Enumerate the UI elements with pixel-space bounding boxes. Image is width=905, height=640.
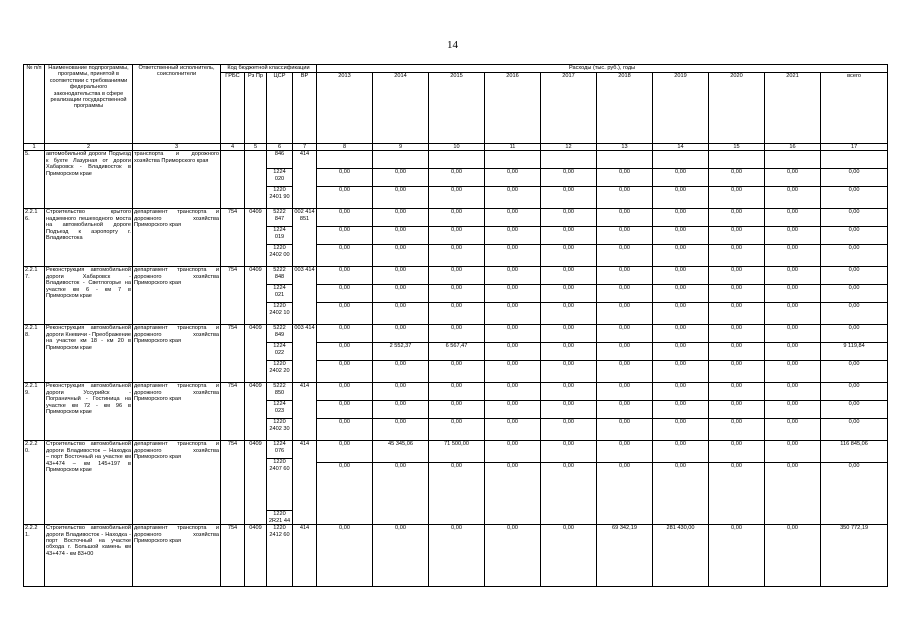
- header-grbs: ГРБС: [221, 73, 245, 144]
- row-csr: [267, 383, 293, 441]
- column-number: 8: [317, 144, 373, 151]
- row-vr: 003 414: [293, 267, 317, 325]
- amount-cell: 0,00: [597, 441, 653, 463]
- amount-cell: 0,00: [317, 303, 373, 325]
- csr-code: 5222 850: [267, 383, 292, 401]
- amount-total: 0,00: [821, 325, 888, 343]
- csr-code: 1220 2412 60: [269, 525, 290, 538]
- amount-cell: 0,00: [541, 441, 597, 463]
- row-grbs: 754: [221, 267, 245, 325]
- row-rzpr: 0409: [245, 383, 267, 441]
- amount-cell: 0,00: [541, 303, 597, 325]
- csr-code: 1224 019: [267, 227, 292, 245]
- amount-cell: 0,00: [597, 343, 653, 361]
- amount-cell: 0,00: [373, 401, 429, 419]
- amount-cell: 0,00: [429, 401, 485, 419]
- amount-cell: 0,00: [317, 401, 373, 419]
- amount-cell: 0,00: [317, 285, 373, 303]
- amount-cell: 0,00: [317, 245, 373, 267]
- column-number: 3: [133, 144, 221, 151]
- amount-cell: 0,00: [541, 462, 597, 524]
- amount-cell: 0,00: [317, 419, 373, 441]
- amount-cell: 0,00: [765, 525, 821, 587]
- header-column-numbers: [24, 144, 888, 151]
- amount-cell: 0,00: [597, 383, 653, 401]
- column-number: 1: [24, 144, 45, 151]
- amount-total: [821, 151, 888, 169]
- amount-cell: 0,00: [709, 462, 765, 524]
- amount-cell: 0,00: [653, 169, 709, 187]
- amount-cell: 0,00: [485, 227, 541, 245]
- amount-cell: 0,00: [765, 187, 821, 209]
- amount-cell: 0,00: [373, 303, 429, 325]
- amount-cell: 0,00: [653, 325, 709, 343]
- amount-cell: 0,00: [373, 169, 429, 187]
- csr-code: 1220 2407 60: [267, 459, 292, 511]
- amount-total: 0,00: [821, 401, 888, 419]
- amount-cell: 2 552,37: [373, 343, 429, 361]
- column-number: 16: [765, 144, 821, 151]
- column-number: 14: [653, 144, 709, 151]
- csr-code: 1224 020: [267, 169, 292, 187]
- amount-cell: 0,00: [597, 462, 653, 524]
- amount-cell: 0,00: [709, 361, 765, 383]
- header-year-3: 2016: [485, 73, 541, 144]
- amount-cell: 0,00: [597, 227, 653, 245]
- amount-cell: 0,00: [541, 383, 597, 401]
- amount-cell: 0,00: [709, 245, 765, 267]
- row-name: Строительство автомобильной дороги Владивосток – Находка – порт Восточный на участке км 43+474 – км 145+197 в Приморском крае: [45, 441, 133, 525]
- amount-cell: 0,00: [653, 227, 709, 245]
- amount-cell: 0,00: [653, 187, 709, 209]
- row-executor: департамент транспорта и дорожного хозяйства Приморского края: [133, 525, 221, 587]
- amount-cell: 0,00: [653, 285, 709, 303]
- amount-total: 0,00: [821, 383, 888, 401]
- amount-cell: 0,00: [765, 285, 821, 303]
- amount-cell: 0,00: [485, 462, 541, 524]
- amount-cell: 0,00: [653, 361, 709, 383]
- row-grbs: 754: [221, 525, 245, 587]
- amount-cell: 0,00: [541, 401, 597, 419]
- header-expenses: Расходы (тыс. руб.), годы: [317, 65, 888, 73]
- amount-cell: 0,00: [597, 361, 653, 383]
- row-csr: [267, 441, 293, 525]
- amount-cell: 0,00: [597, 209, 653, 227]
- amount-cell: [765, 151, 821, 169]
- csr-code: 1220 2402 20: [269, 361, 290, 374]
- amount-total: 350 772,19: [821, 525, 888, 587]
- amount-cell: 0,00: [373, 361, 429, 383]
- column-number: 6: [267, 144, 293, 151]
- amount-cell: 0,00: [765, 227, 821, 245]
- amount-cell: 0,00: [373, 525, 429, 587]
- row-grbs: 754: [221, 383, 245, 441]
- header-name: Наименование подпрограммы, программы, принятой в соответствии с требованиями федерального законодательства в сфере реализации государственной программы: [45, 65, 133, 144]
- amount-cell: 0,00: [317, 169, 373, 187]
- amount-total: 0,00: [821, 285, 888, 303]
- amount-cell: 0,00: [485, 525, 541, 587]
- amount-cell: 0,00: [485, 187, 541, 209]
- amount-cell: 0,00: [541, 267, 597, 285]
- column-number: 2: [45, 144, 133, 151]
- amount-cell: 0,00: [597, 169, 653, 187]
- amount-cell: 0,00: [541, 343, 597, 361]
- amount-cell: 0,00: [485, 267, 541, 285]
- amount-cell: 0,00: [429, 187, 485, 209]
- amount-cell: 0,00: [317, 525, 373, 587]
- amount-cell: 0,00: [653, 267, 709, 285]
- column-number: 4: [221, 144, 245, 151]
- amount-cell: 0,00: [653, 441, 709, 463]
- amount-cell: 0,00: [541, 361, 597, 383]
- amount-cell: 0,00: [709, 525, 765, 587]
- amount-cell: 0,00: [597, 325, 653, 343]
- amount-cell: 0,00: [317, 343, 373, 361]
- amount-cell: 0,00: [317, 209, 373, 227]
- column-number: 15: [709, 144, 765, 151]
- amount-cell: 0,00: [541, 325, 597, 343]
- amount-cell: [597, 151, 653, 169]
- amount-cell: 0,00: [765, 325, 821, 343]
- csr-code: 1224 076: [267, 441, 292, 459]
- amount-cell: 0,00: [373, 383, 429, 401]
- amount-cell: 0,00: [709, 325, 765, 343]
- amount-cell: 0,00: [765, 361, 821, 383]
- row-vr: 414: [293, 151, 317, 209]
- header-year-2: 2015: [429, 73, 485, 144]
- row-grbs: 754: [221, 325, 245, 383]
- row-number: 5.: [24, 151, 45, 209]
- row-name: Реконструкция автомобильной дороги Уссурийск - Пограничный - Гостиница на участке км 72 - км 96 в Приморском крае: [45, 383, 133, 441]
- amount-cell: 0,00: [317, 383, 373, 401]
- column-number: 11: [485, 144, 541, 151]
- amount-cell: 0,00: [429, 227, 485, 245]
- amount-cell: 71 500,00: [429, 441, 485, 463]
- amount-cell: 0,00: [485, 245, 541, 267]
- amount-cell: 281 430,00: [653, 525, 709, 587]
- row-rzpr: 0409: [245, 209, 267, 267]
- amount-total: 0,00: [821, 361, 888, 383]
- column-number: 5: [245, 144, 267, 151]
- row-name: Реконструкция автомобильной дороги Кневичи - Преображение на участке км 18 - км 20 в Приморском крае: [45, 325, 133, 383]
- amount-cell: 0,00: [653, 303, 709, 325]
- row-executor: департамент транспорта и дорожного хозяйства Приморского края: [133, 267, 221, 325]
- row-vr: 414: [293, 441, 317, 525]
- amount-cell: [541, 151, 597, 169]
- amount-cell: 0,00: [373, 187, 429, 209]
- row-executor: департамент транспорта и дорожного хозяйства Приморского края: [133, 383, 221, 441]
- amount-cell: 0,00: [597, 401, 653, 419]
- row-number: 2.2.2 1.: [24, 525, 45, 587]
- table-row: [24, 151, 888, 169]
- amount-cell: 0,00: [429, 209, 485, 227]
- amount-cell: 0,00: [541, 285, 597, 303]
- row-csr: [267, 209, 293, 267]
- amount-cell: 0,00: [373, 267, 429, 285]
- row-number: 2.2.1 7.: [24, 267, 45, 325]
- amount-cell: 0,00: [429, 169, 485, 187]
- amount-cell: 0,00: [541, 227, 597, 245]
- table-body: [24, 151, 888, 587]
- column-number: 12: [541, 144, 597, 151]
- row-rzpr: 0409: [245, 525, 267, 587]
- amount-cell: 0,00: [597, 285, 653, 303]
- row-name: Реконструкция автомобильной дороги Хабаровск - Владивосток - Светлогорье на участке км 6 - км 7 в Приморском крае: [45, 267, 133, 325]
- amount-cell: 0,00: [597, 245, 653, 267]
- header-year-9: всего: [821, 73, 888, 144]
- table-row: [24, 383, 888, 401]
- amount-cell: 0,00: [429, 462, 485, 524]
- row-name: автомобильной дороги Подъезд к бухте Лазурная от дороги Хабаровск - Владивосток в Приморском крае: [45, 151, 133, 209]
- csr-code: 1220 2402 10: [269, 303, 290, 316]
- amount-cell: 0,00: [765, 209, 821, 227]
- amount-cell: [373, 151, 429, 169]
- amount-cell: 69 342,19: [597, 525, 653, 587]
- amount-cell: 0,00: [429, 419, 485, 441]
- amount-cell: 0,00: [429, 303, 485, 325]
- amount-cell: 0,00: [317, 227, 373, 245]
- amount-cell: 0,00: [317, 462, 373, 524]
- header-num: № п/п: [24, 65, 45, 144]
- amount-cell: 0,00: [485, 401, 541, 419]
- amount-total: 0,00: [821, 462, 888, 524]
- amount-cell: 0,00: [709, 383, 765, 401]
- amount-cell: 0,00: [317, 325, 373, 343]
- page-number: 14: [447, 39, 458, 51]
- header-executor: Ответственный исполнитель, соисполнители: [133, 65, 221, 144]
- row-vr: 002 414 851: [293, 209, 317, 267]
- amount-cell: 0,00: [541, 187, 597, 209]
- row-number: 2.2.1 8.: [24, 325, 45, 383]
- amount-cell: 0,00: [317, 187, 373, 209]
- amount-cell: 0,00: [653, 245, 709, 267]
- amount-cell: 0,00: [765, 303, 821, 325]
- amount-cell: 0,00: [429, 245, 485, 267]
- amount-cell: 0,00: [653, 401, 709, 419]
- amount-cell: 0,00: [541, 169, 597, 187]
- column-number: 10: [429, 144, 485, 151]
- row-number: 2.2.1 6.: [24, 209, 45, 267]
- row-vr: 414: [293, 525, 317, 587]
- row-csr: [267, 525, 293, 587]
- row-rzpr: 0409: [245, 267, 267, 325]
- amount-cell: [429, 151, 485, 169]
- amount-cell: 0,00: [373, 245, 429, 267]
- amount-cell: 0,00: [541, 245, 597, 267]
- amount-cell: 0,00: [541, 525, 597, 587]
- row-csr: [267, 267, 293, 325]
- row-number: 2.2.2 0.: [24, 441, 45, 525]
- header-vr: ВР: [293, 73, 317, 144]
- amount-cell: 0,00: [373, 462, 429, 524]
- column-number: 17: [821, 144, 888, 151]
- amount-cell: 0,00: [485, 343, 541, 361]
- csr-code: 5222 849: [267, 325, 292, 343]
- amount-cell: 0,00: [765, 401, 821, 419]
- amount-total: 0,00: [821, 245, 888, 267]
- amount-total: 0,00: [821, 187, 888, 209]
- header-year-7: 2020: [709, 73, 765, 144]
- budget-table: [23, 64, 888, 587]
- amount-cell: 0,00: [485, 383, 541, 401]
- row-grbs: 754: [221, 209, 245, 267]
- header-year-1: 2014: [373, 73, 429, 144]
- table-row: [24, 267, 888, 285]
- amount-cell: 6 567,47: [429, 343, 485, 361]
- row-executor: транспорта и дорожного хозяйства Приморского края: [133, 151, 221, 209]
- csr-code: 1220 2R21 44: [268, 511, 291, 524]
- row-rzpr: 0409: [245, 441, 267, 525]
- row-csr: [267, 325, 293, 383]
- amount-cell: 0,00: [709, 285, 765, 303]
- row-name: Строительство автомобильной дороги Владивосток - Находка - порт Восточный на участке обхода г. Большой камень км 43+474 - км 83+00: [45, 525, 133, 587]
- header-year-8: 2021: [765, 73, 821, 144]
- amount-cell: 0,00: [709, 303, 765, 325]
- header-year-0: 2013: [317, 73, 373, 144]
- amount-cell: 0,00: [429, 267, 485, 285]
- header-kbk: Код бюджетной классификации: [221, 65, 317, 73]
- amount-cell: 0,00: [373, 325, 429, 343]
- amount-total: 0,00: [821, 169, 888, 187]
- amount-cell: 0,00: [485, 303, 541, 325]
- row-grbs: [221, 151, 245, 209]
- row-csr: [267, 151, 293, 209]
- header-rzpr: Рз Пр: [245, 73, 267, 144]
- amount-total: 0,00: [821, 209, 888, 227]
- column-number: 13: [597, 144, 653, 151]
- csr-code: 1224 022: [267, 343, 292, 361]
- amount-cell: [485, 151, 541, 169]
- row-vr: 003 414: [293, 325, 317, 383]
- amount-cell: 0,00: [765, 419, 821, 441]
- amount-cell: 0,00: [429, 383, 485, 401]
- amount-cell: 0,00: [485, 209, 541, 227]
- amount-cell: 0,00: [653, 343, 709, 361]
- amount-cell: 0,00: [373, 419, 429, 441]
- row-number: 2.2.1 9.: [24, 383, 45, 441]
- amount-cell: 0,00: [709, 401, 765, 419]
- csr-code: 1224 021: [267, 285, 292, 303]
- amount-cell: 0,00: [709, 343, 765, 361]
- amount-cell: [653, 151, 709, 169]
- column-number: 9: [373, 144, 429, 151]
- header-year-6: 2019: [653, 73, 709, 144]
- amount-total: 116 845,06: [821, 441, 888, 463]
- csr-code: 1220 2402 00: [269, 245, 290, 258]
- amount-cell: 0,00: [485, 169, 541, 187]
- amount-cell: 0,00: [485, 419, 541, 441]
- amount-cell: 0,00: [485, 361, 541, 383]
- amount-cell: 0,00: [597, 187, 653, 209]
- row-name: Строительство крытого надземного пешеходного моста на автомобильной дороге Подъезд к аэропорту г. Владивостока: [45, 209, 133, 267]
- column-number: 7: [293, 144, 317, 151]
- amount-cell: 0,00: [653, 209, 709, 227]
- amount-cell: 0,00: [541, 209, 597, 227]
- amount-total: 0,00: [821, 303, 888, 325]
- header-year-5: 2018: [597, 73, 653, 144]
- amount-cell: 0,00: [709, 227, 765, 245]
- amount-cell: 0,00: [597, 267, 653, 285]
- header-csr: ЦСР: [267, 73, 293, 144]
- amount-cell: 0,00: [765, 441, 821, 463]
- amount-cell: 0,00: [709, 419, 765, 441]
- amount-cell: 0,00: [765, 267, 821, 285]
- amount-cell: 45 345,06: [373, 441, 429, 463]
- amount-cell: 0,00: [709, 267, 765, 285]
- row-vr: 414: [293, 383, 317, 441]
- table-row: [24, 209, 888, 227]
- amount-cell: 0,00: [709, 441, 765, 463]
- csr-code: 1224 023: [267, 401, 292, 419]
- amount-cell: 0,00: [765, 343, 821, 361]
- table-row: [24, 525, 888, 587]
- amount-cell: 0,00: [653, 462, 709, 524]
- csr-code: 1220 2402 30: [269, 419, 290, 432]
- amount-cell: 0,00: [317, 267, 373, 285]
- amount-cell: 0,00: [429, 525, 485, 587]
- amount-cell: 0,00: [653, 383, 709, 401]
- amount-cell: 0,00: [709, 209, 765, 227]
- table-row: [24, 441, 888, 463]
- amount-cell: 0,00: [429, 325, 485, 343]
- amount-cell: [709, 151, 765, 169]
- row-executor: департамент транспорта и дорожного хозяйства Приморского края: [133, 441, 221, 525]
- amount-cell: 0,00: [597, 419, 653, 441]
- amount-cell: 0,00: [485, 285, 541, 303]
- amount-cell: [317, 151, 373, 169]
- amount-total: 9 119,84: [821, 343, 888, 361]
- csr-code: 1220 2401 90: [269, 187, 290, 200]
- amount-cell: 0,00: [765, 462, 821, 524]
- row-rzpr: 0409: [245, 325, 267, 383]
- amount-cell: 0,00: [373, 209, 429, 227]
- row-executor: департамент транспорта и дорожного хозяйства Приморского края: [133, 325, 221, 383]
- amount-cell: 0,00: [709, 169, 765, 187]
- amount-cell: 0,00: [429, 285, 485, 303]
- row-executor: департамент транспорта и дорожного хозяйства Приморского края: [133, 209, 221, 267]
- csr-code: 5222 847: [267, 209, 292, 227]
- amount-cell: 0,00: [765, 169, 821, 187]
- amount-total: 0,00: [821, 227, 888, 245]
- row-grbs: 754: [221, 441, 245, 525]
- row-rzpr: [245, 151, 267, 209]
- amount-cell: 0,00: [653, 419, 709, 441]
- amount-cell: 0,00: [373, 285, 429, 303]
- amount-cell: 0,00: [765, 383, 821, 401]
- amount-total: 0,00: [821, 267, 888, 285]
- amount-cell: 0,00: [485, 441, 541, 463]
- amount-cell: 0,00: [429, 361, 485, 383]
- csr-code: 846: [267, 151, 292, 169]
- amount-total: 0,00: [821, 419, 888, 441]
- amount-cell: 0,00: [709, 187, 765, 209]
- csr-code: 5222 848: [267, 267, 292, 285]
- amount-cell: 0,00: [597, 303, 653, 325]
- amount-cell: 0,00: [373, 227, 429, 245]
- header-year-4: 2017: [541, 73, 597, 144]
- amount-cell: 0,00: [541, 419, 597, 441]
- amount-cell: 0,00: [317, 361, 373, 383]
- amount-cell: 0,00: [485, 325, 541, 343]
- table-row: [24, 325, 888, 343]
- amount-cell: 0,00: [765, 245, 821, 267]
- amount-cell: 0,00: [317, 441, 373, 463]
